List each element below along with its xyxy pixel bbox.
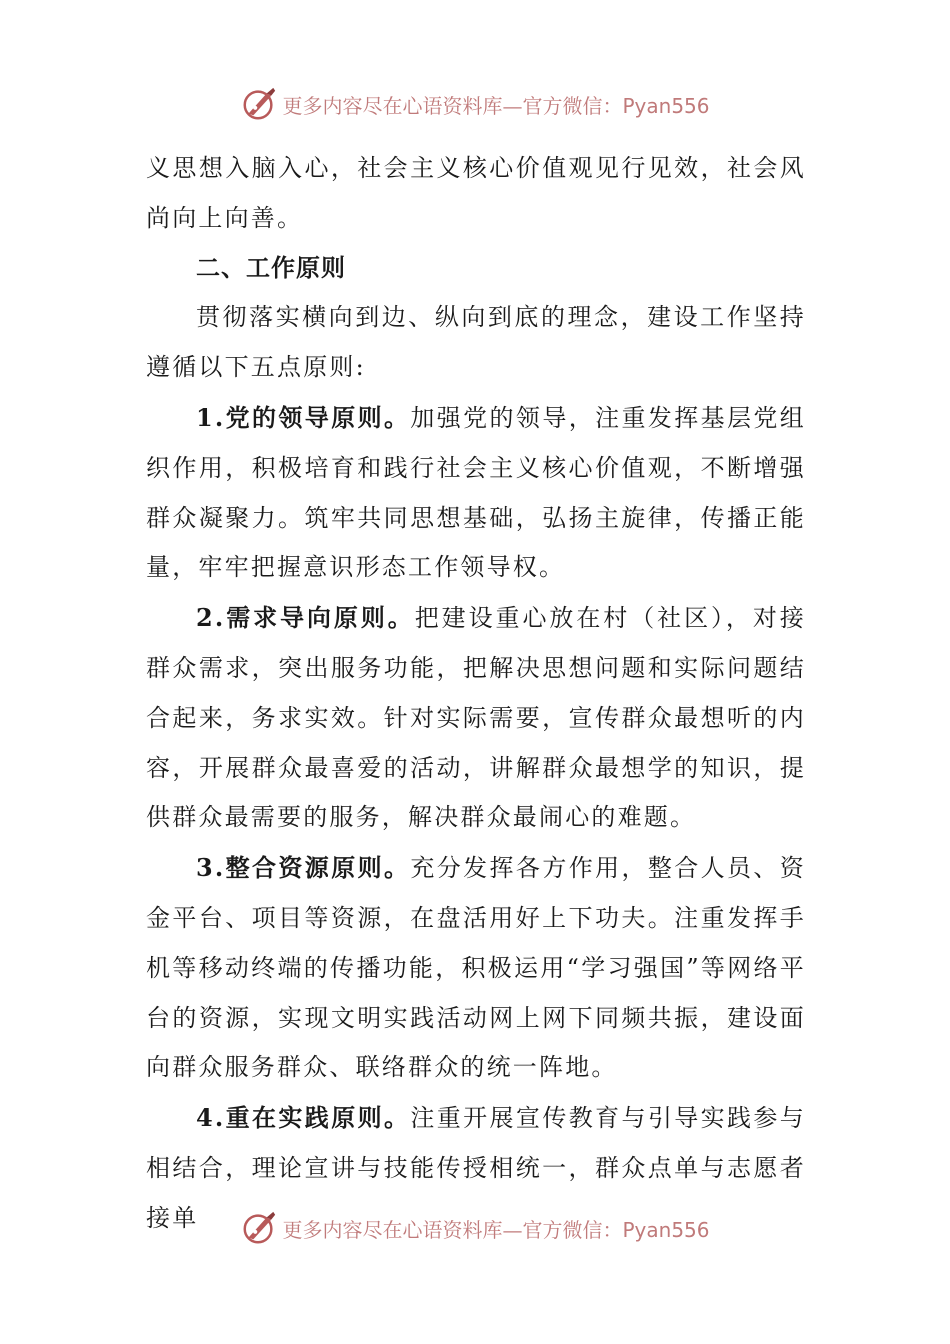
- principle-text: 把建设重心放在村（社区），对接群众需求，突出服务功能，把解决思想问题和实际问题结合起来，务求实效。针对实际需要，宣传群众最想听的内容，开展群众最喜爱的活动，讲解群众最想学的知识，提供群众最需要的服务，解决群众最闹心的难题。: [146, 604, 807, 832]
- principle-text: 注重开展宣传教育与引导实践参与相结合，理论宣讲与技能传授相统一，群众点单与志愿者接单: [146, 1104, 807, 1232]
- principle-paragraph-3: [146, 843, 806, 1093]
- principle-text: 加强党的领导，注重发挥基层党组织作用，积极培育和践行社会主义核心价值观，不断增强群众凝聚力。筑牢共同思想基础，弘扬主旋律，传播正能量，牢牢把握意识形态工作领导权。: [146, 403, 807, 582]
- principle-lead: 1.党的领导原则。: [196, 402, 411, 432]
- wechat-id: Pyan556: [622, 1217, 710, 1242]
- footer-watermark: [0, 1208, 950, 1248]
- pen-logo-icon: [240, 85, 278, 123]
- section-heading: 二、工作原则: [196, 253, 346, 282]
- pen-logo-icon: [240, 1209, 278, 1247]
- principle-lead: 3.整合资源原则。: [196, 853, 411, 883]
- wechat-id: Pyan556: [622, 93, 710, 118]
- continuation-paragraph: 义思想入脑入心，社会主义核心价值观见行见效，社会风尚向上向善。: [146, 154, 806, 232]
- document-body: [146, 144, 806, 1244]
- watermark-text: 更多内容尽在心语资料库—官方微信：Pyan556: [282, 1217, 710, 1242]
- watermark-text: 更多内容尽在心语资料库—官方微信：Pyan556: [282, 93, 710, 118]
- principle-paragraph-1: [146, 393, 806, 593]
- principle-text: 充分发挥各方作用，整合人员、资金平台、项目等资源，在盘活用好上下功夫。注重发挥手机等移动终端的传播功能，积极运用“学习强国”等网络平台的资源，实现文明实践活动网上网下同频共振，建设面向群众服务群众、联络群众的统一阵地。: [146, 854, 807, 1082]
- principle-paragraph-2: [146, 593, 806, 843]
- principle-lead: 4.重在实践原则。: [196, 1103, 411, 1133]
- principle-lead: 2.需求导向原则。: [196, 603, 415, 633]
- header-watermark: [0, 84, 950, 124]
- intro-paragraph: 贯彻落实横向到边、纵向到底的理念，建设工作坚持遵循以下五点原则:: [146, 303, 806, 382]
